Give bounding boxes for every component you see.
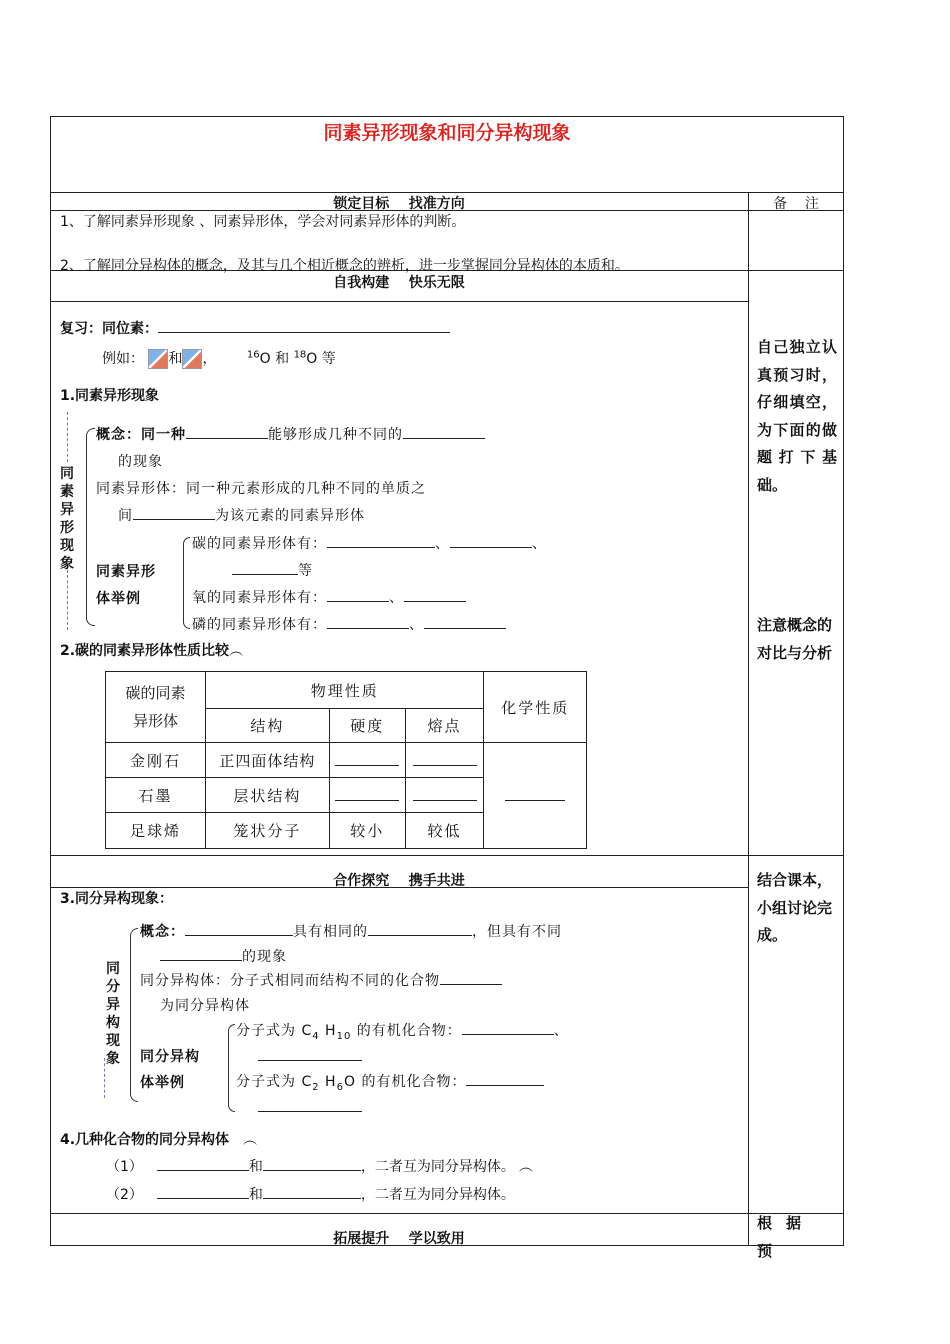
melting-blank[interactable]: [413, 786, 477, 801]
s1-phosphorus: 磷的同素异形体有： 、: [192, 614, 506, 634]
s1-concept: 概念：同一种 能够形成几种不同的: [96, 424, 485, 444]
chemical-blank[interactable]: [505, 786, 565, 801]
review-label: [60, 318, 450, 338]
example-and: 和: [168, 351, 183, 367]
s4-item-1: （1） 和 ，二者互为同分异构体。 ︵: [106, 1156, 533, 1176]
s3-example-label: 同分异构 体举例: [140, 1049, 200, 1091]
s3-formula-c2h6o-cont: [258, 1097, 362, 1116]
note-4: 根据预: [757, 1214, 816, 1260]
frame-right: [843, 116, 844, 1246]
note-2: 注意概念的对比与分析: [757, 616, 833, 662]
s3-isomer-cont: 为同分异构体: [160, 998, 250, 1014]
frame-line: [50, 855, 844, 856]
s1-concept-cont: 的现象: [118, 454, 163, 470]
table-header-structure: 结构: [206, 709, 330, 743]
hardness-blank[interactable]: [335, 786, 399, 801]
s3-side-label: 同分异构现象: [106, 961, 120, 1067]
s1-dash-line: [67, 412, 68, 462]
notes-header: 备 注: [773, 196, 819, 212]
review-text: 复习：同位素：: [60, 321, 158, 337]
table-row: 足球烯 笼状分子 较小 较低: [106, 813, 587, 849]
s1-oxygen: 氧的同素异形体有： 、: [192, 587, 466, 607]
goal-header: 锁定目标 找准方向: [333, 196, 465, 212]
example-prefix: 例如：: [102, 351, 144, 367]
s3-concept: 概念： 具有相同的 ，但具有不同: [140, 921, 562, 941]
s3-example-brace: [228, 1024, 235, 1112]
goal-item-1: 1、了解同素异形现象 、同素异形体，学会对同素异形体的判断。: [60, 214, 466, 230]
s3-formula-c2h6o: 分子式为 $C_2$ $H_6O$ 的有机化合物：: [236, 1071, 544, 1093]
table-row: 金刚石 正四面体结构: [106, 743, 587, 778]
s1-allotrope: 同素异形体：同一种元素形成的几种不同的单质之: [96, 481, 426, 497]
table-header-chemical: 化学性质: [484, 672, 587, 743]
table-header-physical: 物理性质: [206, 672, 484, 709]
carbon-allotrope-table: [105, 671, 587, 849]
s1-carbon-cont: 等: [232, 560, 312, 580]
self-header: 自我构建 快乐无限: [333, 275, 465, 291]
s1-allotrope-cont: 间 为该元素的同素异形体: [118, 505, 365, 525]
review-example: [102, 348, 336, 369]
s3-formula-c4h10: 分子式为 $C_4$ $H_{10}$ 的有机化合物： 、: [236, 1020, 569, 1042]
page-title: 同素异形现象和同分异构现象: [323, 122, 571, 144]
s3-isomer: 同分异构体：分子式相同而结构不同的化合物: [140, 970, 502, 990]
review-blank[interactable]: [158, 318, 450, 333]
note-3: 结合课本，小组讨论完成。: [757, 871, 833, 944]
s2-heading: 2.碳的同素异形体性质比较︵: [60, 643, 244, 659]
frame-line: [50, 1213, 844, 1214]
s3-brace: [130, 928, 138, 1102]
s3-dash-line: [104, 1058, 105, 1098]
s3-concept-cont: 的现象: [160, 946, 287, 966]
s1-dash-line: [67, 570, 68, 630]
frame-line: [50, 301, 749, 302]
s4-item-2: （2） 和 ，二者互为同分异构体。: [106, 1184, 515, 1204]
s4-heading: 4.几种化合物的同分异构体 ︵: [60, 1132, 258, 1148]
s1-heading: 1.同素异形现象: [60, 388, 160, 404]
example-comma: ，: [202, 351, 217, 367]
melting-blank[interactable]: [413, 751, 477, 766]
s1-example-brace: [183, 537, 190, 629]
notes-divider: [748, 192, 749, 1246]
table-header-melting: 熔点: [405, 709, 484, 743]
note-1: 自己独立认真预习时，仔细填空，为下面的做题打下基础。: [757, 338, 837, 494]
s1-example-label: 同素异形 体举例: [96, 564, 156, 607]
s1-brace: [86, 428, 95, 626]
table-header-hardness: 硬度: [329, 709, 405, 743]
s3-formula-c4h10-cont: [258, 1046, 362, 1065]
ext-header: 拓展提升 学以致用: [333, 1231, 465, 1247]
s1-carbon: 碳的同素异形体有： 、 、: [192, 533, 547, 553]
hardness-blank[interactable]: [335, 751, 399, 766]
coop-header: 合作探究 携手共进: [333, 873, 465, 889]
goal-item-2: 2、了解同分异构体的概念，及其与几个相近概念的辨析，进一步掌握同分异构体的本质和。: [60, 258, 629, 274]
broken-image-icon: [182, 349, 202, 369]
s3-heading: 3.同分异构现象：: [60, 891, 174, 907]
frame-top: [50, 116, 844, 117]
table-header-allotrope: 碳的同素 异形体: [106, 672, 206, 743]
s1-side-label: 同素异形现象: [60, 466, 74, 572]
broken-image-icon: [148, 349, 168, 369]
isotope-text: $^{16}$O 和 $^{18}$O 等: [246, 349, 336, 367]
table-row: 石墨 层状结构: [106, 778, 587, 813]
